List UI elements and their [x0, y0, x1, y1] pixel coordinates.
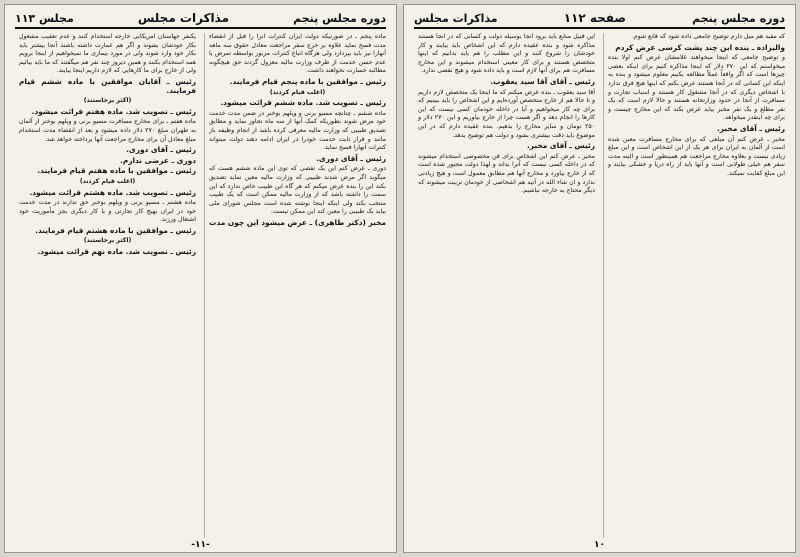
speaker-line: رئیس ـ تصویب شد. ماده هفتم قرائت میشود. [31, 106, 196, 116]
vote-result: (اغلب قیام کردند) [79, 177, 136, 185]
speaker-line: رئیس ـ تصویب شد. ماده ششم قرائت میشود. [220, 98, 386, 108]
right-header-title: مذاکرات مجلس [414, 11, 498, 25]
left-header-right: دوره مجلس پنجم [293, 11, 386, 25]
paragraph: آقا سید یعقوب ـ بنده عرض میکنم که ما اینجا یک متخصص لازم داریم و تا حالا هم از خارج متخصص آورده‌ایم و این اشخاص را باید ببینیم که برای چه کار میخواهیم و آیا در داخله خودمان کسی نیست که این کارها را انجام دهد و اگر هست چرا از خارج بیاوریم و این ۲۷۰ دلار و ۲۵۰ تومان و سایر مخارج را بدهیم. بنده عقیده دارم که در این موضوع باید دقت بیشتری بشود و دولت هم توضیح بدهد. [418, 88, 595, 139]
right-page-columns [414, 33, 785, 538]
speaker-line: رئیس ـ موافقین با ماده هفتم قیام فرمایند. [37, 166, 196, 176]
speaker-line: رئیس ـ آقایان موافقین با ماده ششم قیام فرمایند. [19, 76, 196, 95]
right-header-right: دوره مجلس پنجم [692, 11, 785, 25]
speaker-line: رئیس ـ آقای دوری. [316, 153, 386, 163]
left-header-page-number: مجلس ۱۱۳ [15, 11, 74, 25]
speaker-line: رئیس ـ موافقین با ماده هشتم قیام فرمایند. [35, 225, 196, 235]
paragraph: که مفید هم میل دارم توضیح جامعی داده شود که قانع شوم. [631, 33, 785, 40]
paragraph: ماده هشتم ـ مسیو برنی و ویلهم بوخنر حق ندارند در مدت خدمت خود در ایران بهیچ کار تجارتی و یا کار دیگری بجز مأموریت خود اشتغال ورزند. [19, 199, 196, 224]
left-page-columns [15, 33, 386, 538]
left-page-column-right [204, 33, 386, 538]
paragraph: دوری ـ عرض کنم این یک نقصی که توی این ماده ششم هست که میگوید اگر مرض شدند طبیبی که وزارت مالیه معین نماید تصدیق بکند این را بنده عرض میکنم که هر گاه این طبیب خاص ندارد که این سمت را داشته باشد که از وزارت مالیه ممکن است که یک طبیب منتخب بکند ولی اینکه اینجا نوشته شده است مجلس شورای ملی بیاید یک طبیبی را معین کند این ممکن نیست. [209, 165, 386, 216]
speaker-line: رئیس ـ آقای دوری. [126, 145, 196, 155]
speaker-line: رئیس ـ آقای مخبر. [527, 141, 595, 151]
vote-result: (اکثر برخاستند) [83, 97, 132, 105]
paragraph: و توضیح جامعی که اینجا میخواهند غلامشان عرض کنم اولا بنده میخواستم که این ۲۷۰ دلار که اینجا مذاکره کنیم برای اینکه بعضی چیزها است که اگر واقعاً عملاً مطالعه بکنیم معلوم میشود و بنده به اینکه این کسانی که در آنجا هستند عرض بکنم که اینها هیچ فرق ندارد با اشخاص دیگری که در آنجا مشغول کار هستند و اسباب تجارت و مسافرت از آنجا در حدود وزارتخانه هستند و حالا لازم است که یک نفر مطلع و یک نفر مخبر بیاید عرض بکند که این مخارج چیست و برای چه اینقدر میخواهد. [608, 54, 785, 122]
speaker-line: رئیس ـ تصویب شد. ماده نهم قرائت میشود. [37, 247, 196, 257]
right-page-column-left [414, 33, 595, 538]
speaker-line: رئیس ـ موافقین با ماده پنجم قیام فرمایند. [229, 76, 386, 86]
left-header-title: مذاکرات مجلس [137, 11, 230, 25]
left-page-column-left [15, 33, 196, 538]
left-page [4, 4, 397, 553]
speaker-line: والیزاده ـ بنده این چند پشت کرسی عرض کردم [615, 42, 785, 52]
paragraph: مخبر ـ عرض کنم آن مبلغی که برای مخارج مسافرت معین شده است از آلمان به ایران برای هر یک از این اشخاص است و این مبلغ زیادی نیست و بعلاوه مخارج مراجعت هم همینطور است و البته مدت سفر هم خیلی طولانی است و آنها باید از راه دریا و خشکی بیایند و این مبلغ کفایت نمیکند. [608, 135, 785, 177]
left-page-folio: -۱۱- [191, 540, 210, 550]
right-header-page-number: صفحه ۱۱۲ [563, 11, 627, 25]
speaker-line: رئیس ـ آقای آقا سید یعقوب. [490, 76, 595, 86]
speaker-line: دوری ـ عرضی ندارم. [120, 155, 196, 165]
speaker-line: رئیس ـ آقای مخبر. [717, 123, 785, 133]
right-page-column-right [603, 33, 785, 538]
right-page-folio: ۱۰ [594, 540, 605, 550]
right-page-header [414, 11, 785, 29]
paragraph: این قبیل منابع باید برود آنجا بوسیله دولت و کسانی که در آنجا هستند مذاکره شود و بنده عقیده دارم که این اشخاص باید بیایند و کار خودشان را شروع کنند و این مطلب را هم باید بدانیم که اینها متخصص هستند و برای کار معینی استخدام میشوند و این مخارج مسافرت هم برای آنها لازم است و باید داده شود و هیچ نقصی ندارد. [418, 33, 595, 75]
vote-result: (اغلب قیام کردند) [269, 88, 326, 96]
document-spread [4, 4, 796, 553]
paragraph: ماده پنجم ـ در صورتیکه دولت ایران کنترات آنرا را قبل از انقضاء مدت فسخ نماید علاوه بر خرج سفر مراجعت معادل حقوق سه ماهه آنهارا نیز باید بپردازد ولی هرگاه اتباع کنترات مزبور بواسطه تمرض یا عدم حسن خدمت از طرف وزارت مالیه معزول گردند حق هیچگونه مطالبه خسارت نخواهند داشت. [209, 33, 386, 75]
speaker-line: مخبر (دکتر طاهری) ـ عرض میشود این چون مدت [209, 217, 386, 227]
paragraph: مخبر ـ عرض کنم این اشخاص برای فن مخصوصی استخدام میشوند که در داخله کسی نیست که آنرا بداند و لهذا دولت مجبور شده است که از خارج بیاورد و مخارج آنها هم مطابق معمول است و هیچ زیادتی ندارد و ان شاء الله در آتیه هم اشخاصی از خودمان تربیت میشوند که دیگر محتاج به خارجه نباشیم. [418, 152, 595, 195]
right-page [403, 4, 796, 553]
paragraph: ماده هفتم ـ برای مخارج مسافرت مسیو برنی و ویلهم بوخنر از آلمان به طهران مبلغ ۲۷۰ دلار داده میشود و بعد از انقضاء مدت استخدام مبلغ معادل آن برای مخارج مراجعت آنها پرداخته خواهد شد. [19, 118, 196, 143]
left-page-header [15, 11, 386, 29]
speaker-line: رئیس ـ تصویب شد. ماده هشتم قرائت میشود. [29, 187, 196, 197]
paragraph: ماده ششم ـ چنانچه مسیو برنی و ویلهم بوخنر در ضمن مدت خدمت خود مرض شوند بطوریکه کمک آنها از سه ماه تجاوز نماید و مطابق تصدیق طبیبی که وزارت مالیه معرفی کرده باشد از انجام وظیفه باز مانند و قرار ثابت خدمت خودرا در ایران ادامه دهند دولت میتواند کنترات آنهارا فسخ نماید. [209, 109, 386, 152]
vote-result: (اکثر برخاستند) [83, 237, 132, 245]
paragraph: یکنفر جهاستان آمریکایی خارجه استخدام کنند و عدم تعقیب مشغول بکار خودشان بشوند و اگر هم عمارت داشته باشند آنجا بیشتر باید بکار خود وارد شوند ولی در مورد بیماری ما نمیخواهیم از اینجا برویم همه استخدام بکنند و همین دیروز چند نفر هم میگفتند که ما باید بیائیم ولی از خارج برای ما کارهایی که لازم داریم اینجا بیایند. [19, 33, 196, 75]
